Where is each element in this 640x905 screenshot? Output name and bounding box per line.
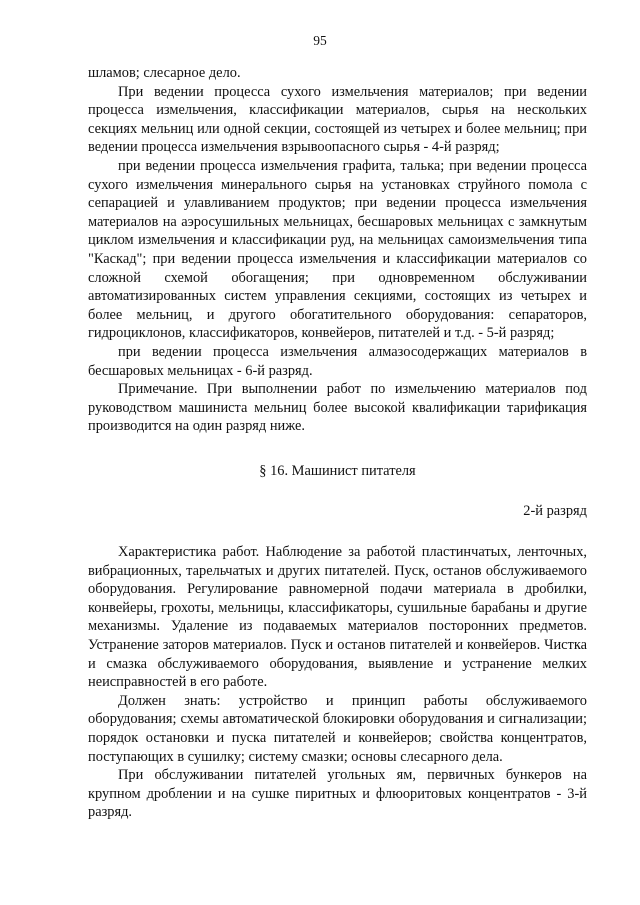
- paragraph: при ведении процесса измельчения алмазосодержащих материалов в бесшаровых мельницах - 6-й разряд.: [88, 343, 587, 379]
- paragraph: при ведении процесса измельчения графита, талька; при ведении процесса сухого измельчения минерального сырья на установках струйного помола с сепарацией и улавливанием продуктов; при ведении процесса измельчения материалов на аэросушильных мельницах, бесшаровых мельницах с замкнутым циклом измельчения и классификации руд, на мельницах самоизмельчения типа "Каскад"; при ведении процесса измельчения и классификации материалов со сложной схемой обогащения; при одновременном обслуживании автоматизированных систем управления секциями, состоящих из четырех и более мельниц, и другого обогатительного оборудования: сепараторов, гидроциклонов, классификаторов, конвейеров, питателей и т.д. - 5-й разряд;: [88, 157, 587, 342]
- note-paragraph: Примечание. При выполнении работ по измельчению материалов под руководством машиниста мельниц более высокой квалификации тарификация производится на один разряд ниже.: [88, 381, 587, 435]
- page-number: 95: [313, 33, 327, 48]
- grade-label: 2-й разряд: [523, 503, 587, 520]
- paragraph: Должен знать: устройство и принцип работы обслуживаемого оборудования; схемы автоматической блокировки оборудования и сигнализации; порядок остановки и пуска питателей и конвейеров; свойства концентратов, поступающих в сушилку; систему смазки; основы слесарного дела.: [88, 692, 587, 765]
- paragraph: Характеристика работ. Наблюдение за работой пластинчатых, ленточных, вибрационных, тарельчатых и других питателей. Пуск, останов обслуживаемого оборудования. Регулирование равномерной подачи материала в дробилки, конвейеры, грохоты, мельницы, классификаторы, сушильные барабаны и другие механизмы. Удаление из подаваемых материалов посторонних предметов. Устранение заторов материалов. Пуск и останов питателей и конвейеров. Чистка и смазка обслуживаемого оборудования, выявление и устранение мелких неисправностей в его работе.: [88, 544, 587, 691]
- document-body: [88, 64, 587, 822]
- paragraph: При ведении процесса сухого измельчения материалов; при ведении процесса измельчения, классификации материалов, сырья на нескольких секциях мельниц или одной секции, состоящей из четырех и более мельниц; при ведении процесса измельчения взрывоопасного сырья - 4-й разряд;: [88, 83, 587, 156]
- paragraph: При обслуживании питателей угольных ям, первичных бункеров на крупном дроблении и на сушке пиритных и флюоритовых концентратов - 3-й разряд.: [88, 767, 587, 821]
- section-heading: § 16. Машинист питателя: [259, 462, 416, 479]
- paragraph: шламов; слесарное дело.: [88, 65, 241, 81]
